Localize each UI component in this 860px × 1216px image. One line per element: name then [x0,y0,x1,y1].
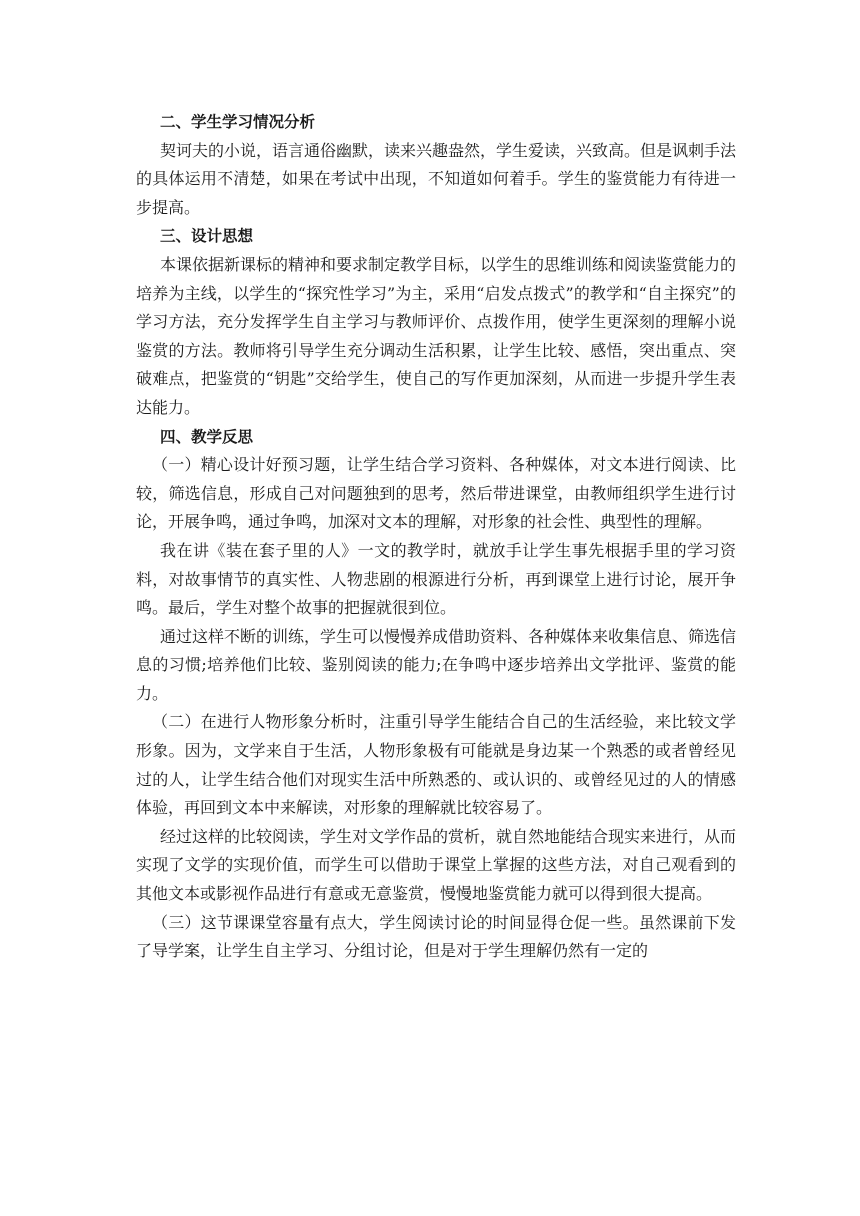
section-heading-student-analysis: 二、学生学习情况分析 [160,113,316,131]
section-heading-teaching-reflection: 四、教学反思 [160,427,254,446]
paragraph-reflection-1-example: 我在讲《装在套子里的人》一文的教学时，就放手让学生事先根据手里的学习资料，对故事情节的真实性、人物悲剧的根源进行分析，再到课堂上进行讨论，展开争鸣。最后，学生对整个故事的把握就很到位。 [136,540,736,618]
paragraph-reflection-1: （一）精心设计好预习题，让学生结合学习资料、各种媒体，对文本进行阅读、比较，筛选信息，形成自己对问题独到的思考，然后带进课堂，由教师组织学生进行讨论，开展争鸣，通过争鸣，加深对文本的理解，对形象的社会性、典型性的理解。 [136,455,736,532]
paragraph-reflection-1-summary: 通过这样不断的训练，学生可以慢慢养成借助资料、各种媒体来收集信息、筛选信息的习惯;培养他们比较、鉴别阅读的能力;在争鸣中逐步培养出文学批评、鉴赏的能力。 [136,626,737,703]
paragraph-design-idea: 本课依据新课标的精神和要求制定教学目标，以学生的思维训练和阅读鉴赏能力的培养为主线，以学生的“探究性学习”为主，采用“启发点拨式”的教学和“自主探究”的学习方法，充分发挥学生自主学习与教师评价、点拨作用，使学生更深刻的理解小说鉴赏的方法。教师将引导学生充分调动生活积累，让学生比较、感悟，突出重点、突破难点，把鉴赏的“钥匙”交给学生，使自己的写作更加深刻，从而进一步提升学生表达能力。 [136,254,737,417]
section-heading-design-idea: 三、设计思想 [160,227,254,246]
paragraph-student-analysis: 契诃夫的小说，语言通俗幽默，读来兴趣盎然，学生爱读，兴致高。但是讽刺手法的具体运用不清楚，如果在考试中出现，不知道如何着手。学生的鉴赏能力有待进一步提高。 [136,140,737,217]
paragraph-reflection-2-summary: 经过这样的比较阅读，学生对文学作品的赏析，就自然地能结合现实来进行，从而实现了文学的实现价值，而学生可以借助于课堂上掌握的这些方法，对自己观看到的其他文本或影视作品进行有意或无意鉴赏，慢慢地鉴赏能力就可以得到很大提高。 [136,826,737,904]
document-page [136,108,736,966]
paragraph-reflection-3: （三）这节课课堂容量有点大，学生阅读讨论的时间显得仓促一些。虽然课前下发了导学案，让学生自主学习、分组讨论，但是对于学生理解仍然有一定的 [136,912,736,961]
paragraph-reflection-2: （二）在进行人物形象分析时，注重引导学生能结合自己的生活经验，来比较文学形象。因为，文学来自于生活，人物形象极有可能就是身边某一个熟悉的或者曾经见过的人，让学生结合他们对现实生活中所熟悉的、或认识的、或曾经见过的人的情感体验，再回到文本中来解读，对形象的理解就比较容易了。 [136,712,736,818]
